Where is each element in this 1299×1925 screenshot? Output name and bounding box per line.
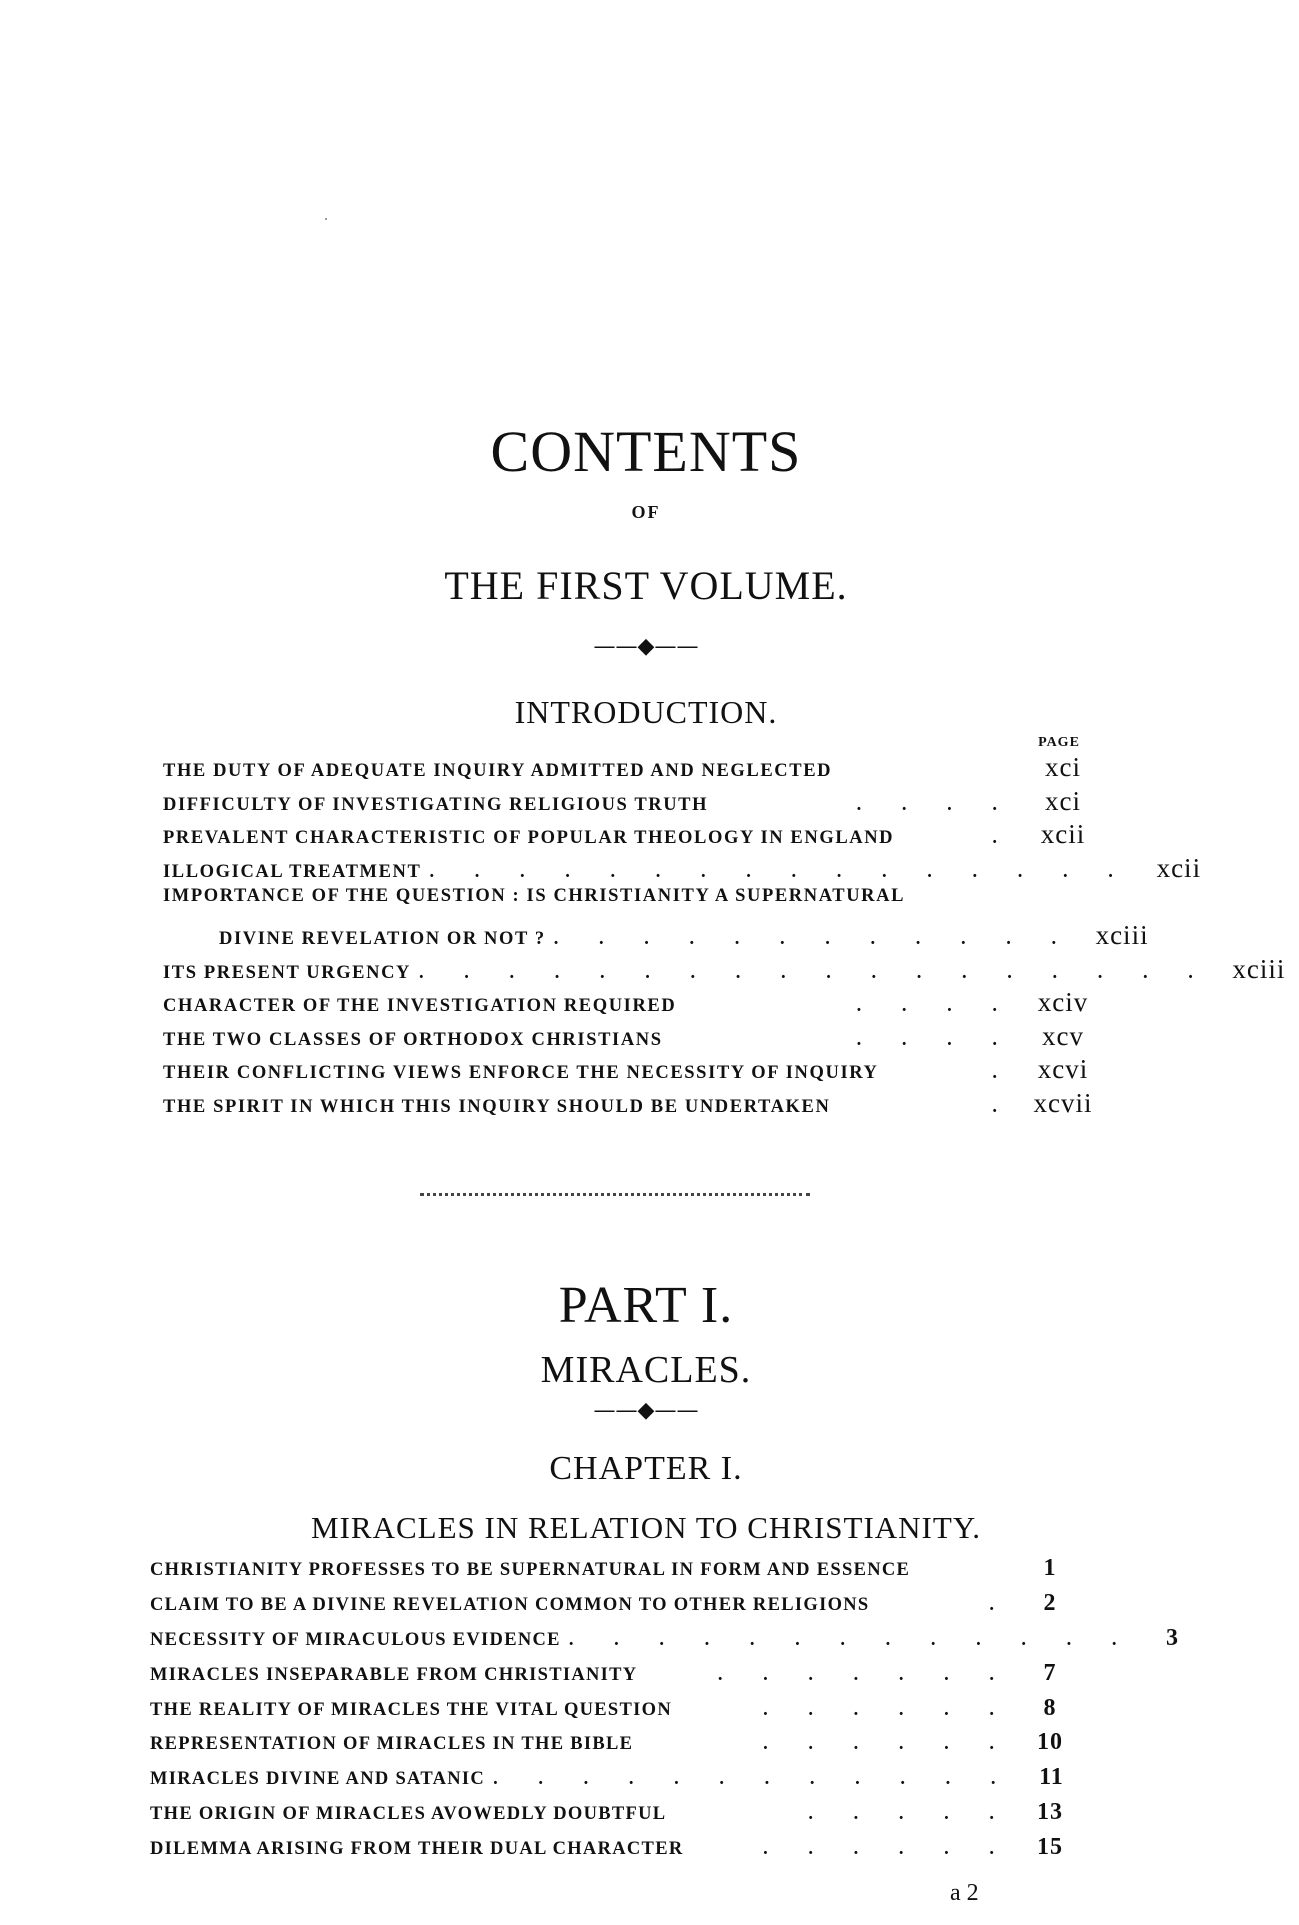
volume-heading: THE FIRST VOLUME. bbox=[444, 563, 848, 608]
leader-dots: . . . . bbox=[856, 794, 1015, 815]
toc-entry bbox=[163, 786, 1103, 820]
leader-dots: . . . . . . . . . . . . . . . . . . bbox=[419, 962, 1211, 983]
toc-entry bbox=[150, 1834, 1080, 1869]
toc-entry-title: DIVINE REVELATION OR NOT ? bbox=[219, 928, 546, 949]
signature-mark: a 2 bbox=[950, 1880, 979, 1906]
toc-entry bbox=[150, 1555, 1080, 1590]
toc-entry bbox=[150, 1764, 1080, 1799]
toc-entry-page: 15 bbox=[1037, 1834, 1063, 1861]
toc-entry bbox=[150, 1624, 1179, 1660]
toc-entry bbox=[163, 1088, 1103, 1122]
toc-entry-title: THE ORIGIN OF MIRACLES AVOWEDLY DOUBTFUL bbox=[150, 1804, 667, 1825]
section-rule bbox=[420, 1193, 810, 1196]
leader-dots: . bbox=[989, 1594, 1012, 1615]
toc-entry-title: DILEMMA ARISING FROM THEIR DUAL CHARACTER bbox=[150, 1839, 684, 1860]
toc-entry bbox=[163, 819, 1103, 853]
toc-entry bbox=[163, 953, 1286, 988]
toc-entry-page: xciii bbox=[1095, 919, 1149, 950]
toc-entry-title: MIRACLES INSEPARABLE FROM CHRISTIANITY bbox=[150, 1664, 638, 1685]
introduction-heading: INTRODUCTION. bbox=[514, 694, 778, 730]
toc-entry-page: xcvii bbox=[1033, 1087, 1093, 1118]
toc-entry bbox=[150, 1695, 1080, 1730]
ornament-divider: ——◆—— bbox=[593, 1398, 699, 1423]
toc-entry-page: 11 bbox=[1039, 1764, 1064, 1791]
toc-entry-page: 3 bbox=[1165, 1624, 1179, 1651]
leader-dots: . . . . . . . . . . . . . bbox=[568, 1629, 1135, 1650]
toc-entry bbox=[163, 1054, 1103, 1088]
toc-entry-page: xci bbox=[1045, 752, 1081, 782]
chapter-subtitle: MIRACLES IN RELATION TO CHRISTIANITY. bbox=[311, 1510, 981, 1545]
toc-entry-title: THE REALITY OF MIRACLES THE VITAL QUESTION bbox=[150, 1699, 673, 1720]
leader-dots: . bbox=[992, 828, 1015, 849]
leader-dots: . . . . . bbox=[808, 1804, 1012, 1825]
leader-dots: . . . . . . . bbox=[717, 1664, 1012, 1685]
toc-entry-page: 2 bbox=[1043, 1589, 1057, 1616]
toc-entry-continuation bbox=[163, 919, 1149, 954]
page-speck bbox=[325, 218, 327, 220]
toc-entry bbox=[150, 1729, 1080, 1764]
leader-dots: . . . . . . . . . . . . bbox=[553, 928, 1075, 949]
leader-dots: . . . . . . . . . . . . bbox=[493, 1769, 1014, 1790]
leader-dots: . bbox=[992, 1063, 1015, 1084]
leader-dots: . bbox=[992, 1096, 1015, 1117]
toc-entry-title: CHARACTER OF THE INVESTIGATION REQUIRED bbox=[163, 996, 677, 1017]
chapter-toc bbox=[150, 1555, 1179, 1869]
leader-dots: . . . . . . bbox=[763, 1699, 1012, 1720]
toc-entry-page: 1 bbox=[1043, 1555, 1057, 1581]
contents-heading: CONTENTS bbox=[490, 419, 802, 484]
toc-entry-page: 13 bbox=[1037, 1799, 1063, 1826]
toc-entry bbox=[150, 1660, 1080, 1695]
toc-entry-title: MIRACLES DIVINE AND SATANIC bbox=[150, 1769, 486, 1790]
toc-entry-page: xcii bbox=[1156, 852, 1202, 883]
toc-entry bbox=[163, 886, 1103, 920]
chapter-heading: CHAPTER I. bbox=[549, 1450, 743, 1487]
toc-entry-page: 8 bbox=[1043, 1694, 1057, 1721]
toc-entry bbox=[163, 987, 1103, 1021]
toc-entry bbox=[163, 1021, 1103, 1055]
toc-entry bbox=[150, 1590, 1080, 1625]
part-subtitle: MIRACLES. bbox=[540, 1349, 752, 1391]
ornament-divider: ——◆—— bbox=[593, 634, 699, 659]
toc-entry-page: xcii bbox=[1040, 819, 1086, 850]
toc-entry-page: 10 bbox=[1037, 1729, 1063, 1756]
toc-entry-title: IMPORTANCE OF THE QUESTION : IS CHRISTIANITY A SUPERNATURAL bbox=[163, 886, 906, 907]
toc-entry-title: CHRISTIANITY PROFESSES TO BE SUPERNATURAL IN FORM AND ESSENCE bbox=[150, 1560, 911, 1580]
page-column-label: PAGE bbox=[1038, 735, 1080, 750]
toc-entry-title: THE SPIRIT IN WHICH THIS INQUIRY SHOULD BE UNDERTAKEN bbox=[163, 1096, 831, 1117]
leader-dots: . . . . . . bbox=[763, 1839, 1012, 1860]
toc-entry-title: CLAIM TO BE A DIVINE REVELATION COMMON TO OTHER RELIGIONS bbox=[150, 1594, 870, 1615]
toc-entry-title: ILLOGICAL TREATMENT bbox=[163, 861, 422, 882]
toc-entry-page: xcvi bbox=[1037, 1054, 1089, 1085]
toc-entry-page: 7 bbox=[1043, 1659, 1057, 1686]
leader-dots: . . . . bbox=[856, 1029, 1015, 1050]
toc-entry-title: ITS PRESENT URGENCY bbox=[163, 962, 412, 983]
toc-entry-page: xci bbox=[1045, 785, 1081, 816]
toc-entry-title: THE TWO CLASSES OF ORTHODOX CHRISTIANS bbox=[163, 1029, 663, 1050]
leader-dots: . . . . . . . . . . . . . . . . bbox=[429, 861, 1131, 882]
toc-entry-title: NECESSITY OF MIRACULOUS EVIDENCE bbox=[150, 1629, 561, 1650]
toc-entry-title: DIFFICULTY OF INVESTIGATING RELIGIOUS TRUTH bbox=[163, 794, 709, 815]
toc-entry-title: REPRESENTATION OF MIRACLES IN THE BIBLE bbox=[150, 1734, 634, 1755]
leader-dots: . . . . . . bbox=[763, 1734, 1012, 1755]
toc-entry-page: xciii bbox=[1232, 953, 1286, 984]
toc-entry-title: PREVALENT CHARACTERISTIC OF POPULAR THEOLOGY IN ENGLAND bbox=[163, 828, 895, 849]
toc-entry bbox=[163, 752, 1103, 786]
of-word: OF bbox=[631, 502, 661, 522]
toc-entry bbox=[150, 1799, 1080, 1834]
toc-entry-title: THE DUTY OF ADEQUATE INQUIRY ADMITTED AND NEGLECTED bbox=[163, 761, 833, 781]
toc-entry-title: THEIR CONFLICTING VIEWS ENFORCE THE NECESSITY OF INQUIRY bbox=[163, 1063, 879, 1084]
toc-entry-page: xciv bbox=[1037, 987, 1089, 1018]
toc-entry-page: xcv bbox=[1042, 1020, 1084, 1051]
toc-entry bbox=[163, 852, 1202, 887]
introduction-toc bbox=[163, 752, 1286, 1122]
part-heading: PART I. bbox=[558, 1277, 734, 1334]
leader-dots: . . . . bbox=[856, 996, 1015, 1017]
